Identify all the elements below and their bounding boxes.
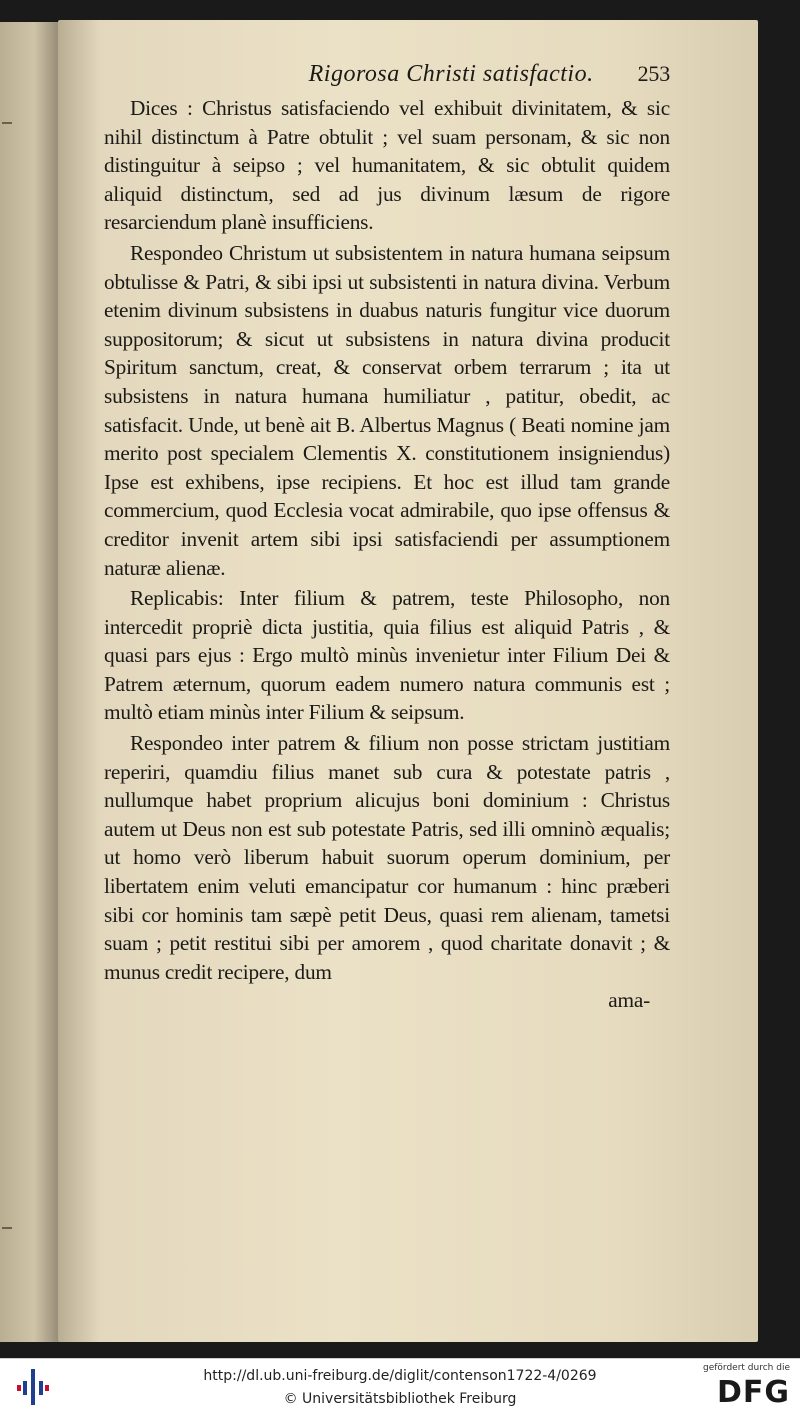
running-head — [104, 60, 670, 90]
page-edge-mark — [2, 122, 12, 124]
page-edge-mark — [2, 1227, 12, 1229]
viewer-footer — [0, 1358, 800, 1415]
copyright-notice: © Universitätsbibliothek Freiburg — [283, 1391, 517, 1407]
paragraph-dices: Dices : Christus satisfaciendo vel exhibuit divinitatem, & sic nihil distinctum à Patre obtulit ; vel suam personam, & sic non distinguitur à seipso ; vel humanitatem, & sic obtulit quidem aliquid distinctum, sed ad jus divinum læsum de rigore resarciendum planè insufficiens. — [104, 96, 670, 235]
paragraph-replicabis: Replicabis: Inter filium & patrem, teste Philosopho, non intercedit propriè dicta justitia, quia filius est aliquid Patris , & quasi pars ejus : Ergo multò minùs invenietur inter Filium Dei & Patrem æternum, quorum eadem numero natura communis est ; multò etiam minùs inter Filium & seipsum. — [104, 586, 670, 725]
page-text — [104, 60, 670, 1015]
catchword: ama- — [608, 988, 650, 1013]
running-title: Rigorosa Christi satisfactio. — [308, 61, 594, 87]
document-url[interactable]: http://dl.ub.uni-freiburg.de/diglit/contenson1722-4/0269 — [203, 1368, 597, 1384]
left-page-edge — [0, 22, 62, 1342]
paragraph-respondeo-1: Respondeo Christum ut subsistentem in natura humana seipsum obtulisse & Patri, & sibi ipsi ut subsistenti in natura divina. Verbum etenim divinum subsistens in duabus naturis fungitur vice duorum suppositorum; & sicut ut subsistens in natura divina producit Spiritum sanctum, creat, & conservat orbem terrarum ; ita ut subsistens in natura humana humiliatur , patitur, obedit, ac satisfacit. Unde, ut benè ait B. Albertus Magnus ( Beati nomine jam merito post specialem Clementis X. constitutionem insigniendus) Ipse est exhibens, ipse recipiens. Et hoc est illud tam grande commercium, quod Ecclesia vocat admirabile, quo ipse offensus & creditor invenit artem sibi ipsi satisfaciendi per assumptionem naturæ alienæ. — [104, 240, 670, 580]
dfg-logo: DFG — [716, 1375, 790, 1410]
funder-caption: gefördert durch die — [703, 1363, 790, 1373]
paragraph-respondeo-2: Respondeo inter patrem & filium non posse strictam justitiam reperiri, quamdiu filius manet sub cura & potestate patris , nullumque habet proprium alicujus boni dominium : Christus autem ut Deus non est sub potestate Patris, sed illi omninò æqualis; ut homo verò liberum habuit suorum operum dominium, per libertatem enim veluti emancipatur cor humanum : hinc præberi sibi cor hominis tam sæpè petit Deus, quasi rem alienam, tametsi suam ; petit restitui sibi per amorem , quod charitate donavit ; & munus credit recipere, dum — [104, 731, 670, 984]
page-number: 253 — [637, 61, 670, 86]
